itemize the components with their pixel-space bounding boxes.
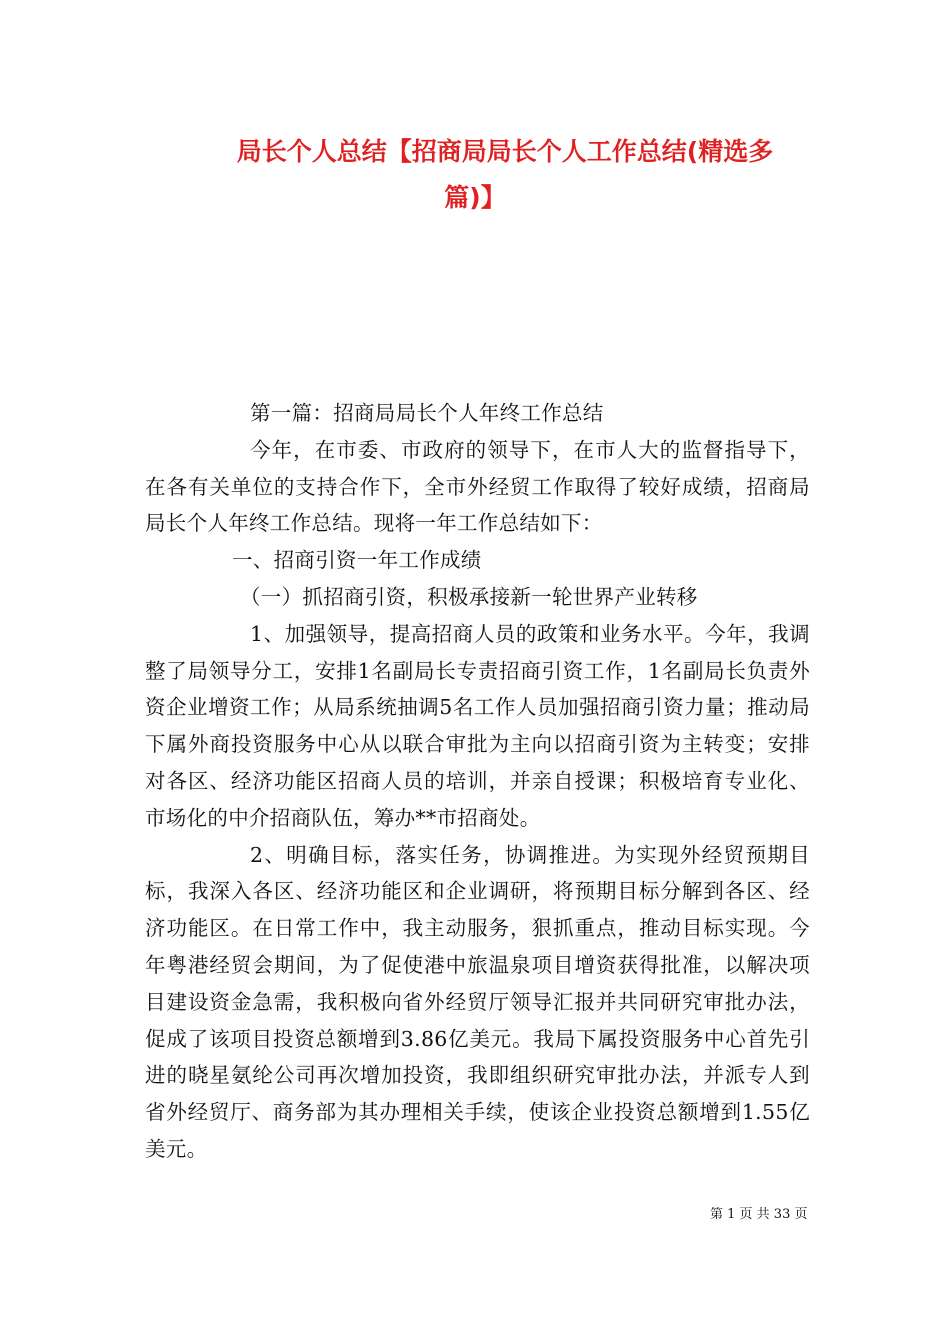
page-number: 第 1 页 共 33 页 [710, 1207, 808, 1222]
document-title-line-2: 篇)】 [444, 183, 506, 212]
subheading-1: （一）抓招商引资，积极承接新一轮世界产业转移 [240, 584, 698, 609]
document-title-line-1: 局长个人总结【招商局局长个人工作总结(精选多 [236, 137, 774, 166]
section-heading: 第一篇：招商局局长个人年终工作总结 [250, 401, 604, 425]
paragraph-2: 2、明确目标，落实任务，协调推进。为实现外经贸预期目标，我深入各区、经济功能区和企业调研，将预期目标分解到各区、经济功能区。在日常工作中，我主动服务，狠抓重点，推动目标实现。今年粤港经贸会期间，为了促使港中旅温泉项目增资获得批准，以解决项目建设资金急需，我积极向省外经贸厅领导汇报并共同研究审批办法，促成了该项目投资总额增到3.86亿美元。我局下属投资服务中心首先引进的晓星氨纶公司再次增加投资，我即组织研究审批办法，并派专人到省外经贸厅、商务部为其办理相关手续，使该企业投资总额增到1.55亿美元。 [145, 842, 810, 1161]
paragraph-1: 1、加强领导，提高招商人员的政策和业务水平。今年，我调整了局领导分工，安排1名副局长专责招商引资工作，1名副局长负责外资企业增资工作；从局系统抽调5名工作人员加强招商引资力量；推动局下属外商投资服务中心从以联合审批为主向以招商引资为主转变；安排对各区、经济功能区招商人员的培训，并亲自授课；积极培育专业化、市场化的中介招商队伍，筹办**市招商处。 [145, 621, 810, 830]
heading-1: 一、招商引资一年工作成绩 [232, 548, 482, 573]
paragraph-intro: 今年，在市委、市政府的领导下，在市人大的监督指导下，在各有关单位的支持合作下，全市外经贸工作取得了较好成绩，招商局局长个人年终工作总结。现将一年工作总结如下： [145, 437, 810, 536]
document-body [145, 395, 810, 1168]
